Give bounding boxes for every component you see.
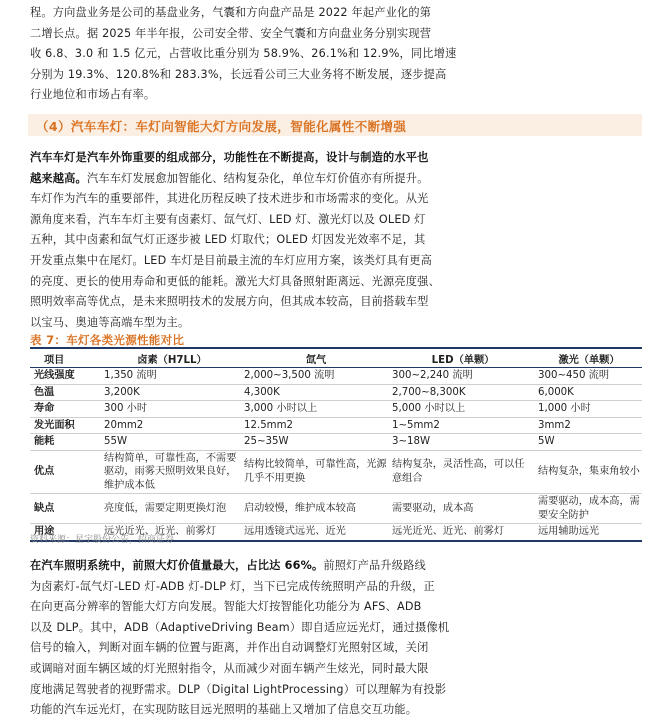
- column-header: LED（单颗）: [431, 354, 495, 366]
- lamp-line: 照明效率高等优点，是未来照明技术的发展方向，但其成本较高，目前搭载车型: [30, 295, 429, 309]
- table-cell: 远用透镜式远光、近光: [244, 526, 346, 537]
- lamp-line: 源角度来看，汽车车灯主要有卤素灯、氙气灯、LED 灯、激光灯以及 OLED 灯: [30, 212, 426, 226]
- lighting-key-stat: 前照大灯价值量最大，占比达 66%。: [132, 559, 324, 572]
- table-cell: 4,300K: [244, 386, 280, 398]
- lighting-line: 以及 DLP。其中，ADB（AdaptiveDriving Beam）即自适应远光灯，通过摄像机: [30, 620, 450, 634]
- table-cell: 1,350 流明: [104, 370, 157, 381]
- row-label: 寿命: [34, 403, 55, 414]
- table-row: [30, 450, 642, 494]
- lamp-text: 汽车车灯发展愈加智能化、结构复杂化，单位车灯价值亦有所提升。: [86, 171, 429, 185]
- lighting-line: 在向更高分辨率的智能大灯方向发展。智能大灯按智能化功能分为 AFS、ADB: [30, 600, 422, 614]
- row-label: 能耗: [34, 436, 55, 447]
- lamp-line: 开发重点集中在尾灯。LED 车灯是目前最主流的车灯应用方案，该类灯具有更高: [30, 253, 433, 267]
- table-row: [30, 434, 642, 451]
- lighting-line: 信号的输入，判断对面车辆的位置与距离，并作出自动调整灯光照射区域，关闭: [30, 641, 429, 655]
- lamp-line: 五种，其中卤素和氙气灯正逐步被 LED 灯取代；OLED 灯因发光效率不足，其: [30, 233, 426, 247]
- table-cell: 远光近光、近光、前雾灯: [104, 526, 217, 537]
- lighting-line: 度地满足驾驶者的视野需求。DLP（Digital LightProcessing）可以理解为有投影: [30, 682, 447, 696]
- table-source-note: 资料来源：星宇股份公告，招商证券: [30, 535, 175, 545]
- table-cell: 55W: [104, 436, 128, 447]
- intro-line: 程。方向盘业务是公司的基盘业务，气囊和方向盘产品是 2022 年起产业化的第: [30, 6, 432, 19]
- row-label: 缺点: [34, 502, 55, 514]
- table-caption: 表 7：车灯各类光源性能对比: [30, 333, 185, 347]
- row-label: 优点: [34, 466, 55, 477]
- lamp-line: 以宝马、奥迪等高端车型为主。: [30, 315, 190, 329]
- intro-line: 行业地位和市场占有率。: [30, 88, 156, 102]
- row-label: 色温: [34, 386, 55, 398]
- row-label: 发光面积: [34, 419, 75, 431]
- table-row: [30, 384, 642, 401]
- table-cell: 3~18W: [392, 436, 431, 447]
- table-cell: 3mm2: [538, 419, 571, 431]
- table-header-row: [30, 348, 642, 368]
- table-cell: 结构复杂，集束角较小: [538, 466, 640, 477]
- table-row: [30, 401, 642, 418]
- table-cell: 3,200K: [104, 386, 140, 398]
- column-header: 激光（单颗）: [558, 354, 620, 366]
- table-cell: 结构简单，可靠性高，不需要驱动，雨雾天照明效果良好，维护成本低: [104, 452, 237, 491]
- table-cell: 远光近光、近光、前雾灯: [392, 526, 505, 537]
- lighting-line: 为卤素灯-氙气灯-LED 灯-ADB 灯-DLP 灯，当下已完成传统照明产品的升级，正: [30, 579, 435, 593]
- table-cell: 1,000 小时: [538, 403, 591, 414]
- table-cell: 2,700~8,300K: [392, 386, 466, 398]
- table-cell: 3,000 小时以上: [244, 403, 318, 414]
- row-label: 光线强度: [34, 370, 75, 381]
- table-cell: 300~450 流明: [538, 370, 610, 381]
- table-cell: 12.5mm2: [244, 419, 294, 431]
- intro-paragraph: [30, 3, 642, 106]
- table-cell: 25~35W: [244, 436, 289, 447]
- section-heading: （4）汽车车灯：车灯向智能大灯方向发展，智能化属性不断增强: [36, 119, 407, 134]
- table-cell: 远用辅助远光: [538, 526, 600, 537]
- lamp-paragraph: [30, 148, 642, 333]
- column-header: 氙气: [305, 354, 327, 366]
- intro-line: 收 6.8、3.0 和 1.5 亿元，占营收比重分别为 58.9%、26.1%和 12.9%，同比增速: [30, 47, 457, 61]
- table-row: [30, 368, 642, 385]
- intro-line: 分别为 19.3%、120.8%和 283.3%，长远看公司三大业务将不断发展，逐步提高: [30, 67, 447, 81]
- column-header: 卤素（H7LL）: [137, 354, 207, 366]
- table-cell: 需要驱动，成本高: [392, 502, 474, 514]
- row-label: 用途: [34, 526, 55, 537]
- lighting-line: 功能的汽车远光灯，在实现防眩目远光照明的基础上又增加了信息交互功能。: [30, 703, 418, 717]
- table-cell: 5,000 小时以上: [392, 403, 466, 414]
- lamp-line: 的亮度、更长的使用寿命和更低的能耗。激光大灯具备照射距离远、光源亮度强、: [30, 274, 440, 288]
- table-cell: 20mm2: [104, 419, 144, 431]
- table-cell: 启动较慢，维护成本较高: [244, 502, 357, 514]
- intro-line: 二增长点。据 2025 年半年报，公司安全带、安全气囊和方向盘业务分别实现营: [30, 26, 432, 40]
- table-cell: 亮度低，需要定期更换灯泡: [104, 502, 227, 514]
- lighting-lead: 在汽车照明系统中，: [30, 559, 133, 572]
- light-source-comparison-table: [30, 347, 642, 542]
- lamp-lead-sentence-end: 越来越高。: [30, 171, 87, 185]
- table-cell: 300~2,240 流明: [392, 370, 473, 381]
- table-cell: 6,000K: [538, 386, 574, 398]
- table-row: [30, 494, 642, 524]
- table-cell: 2,000~3,500 流明: [244, 370, 335, 381]
- table-cell: 需要驱动，成本高，需要安全防护: [538, 496, 640, 521]
- table-cell: 300 小时: [104, 403, 148, 414]
- lighting-line: 或调暗对面车辆区域的灯光照射指令，从而减少对面车辆产生炫光，同时最大限: [30, 661, 429, 675]
- column-header: 项目: [44, 354, 65, 366]
- lighting-text: 前照灯产品升级路线: [323, 559, 426, 572]
- table-cell: 1~5mm2: [392, 419, 440, 431]
- table-cell: 结构比较简单，可靠性高，光源几乎不用更换: [244, 459, 387, 484]
- table-cell: 结构复杂，灵活性高，可以任意组合: [392, 459, 525, 484]
- table-row: [30, 417, 642, 434]
- lighting-paragraph: [30, 556, 642, 721]
- lamp-lead-sentence: 汽车车灯是汽车外饰重要的组成部分，功能性在不断提高，设计与制造的水平也: [30, 151, 429, 164]
- lamp-line: 车灯作为汽车的重要部件，其进化历程反映了技术进步和市场需求的变化。从光: [30, 192, 429, 206]
- table-cell: 5W: [538, 436, 555, 447]
